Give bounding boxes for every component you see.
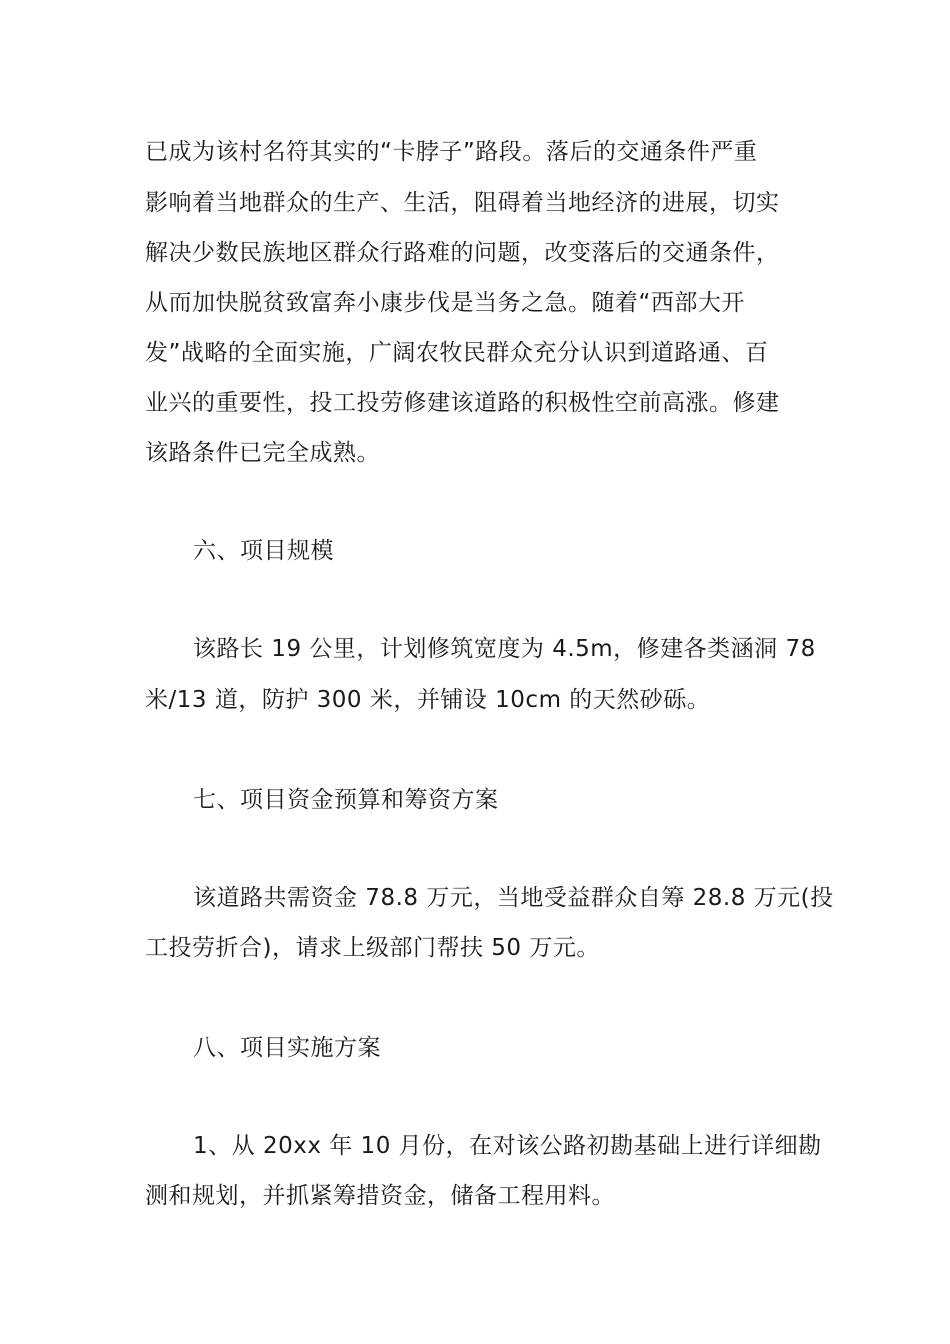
paragraph-line: 测和规划，并抓紧筹措资金，储备工程用料。	[145, 1183, 615, 1209]
paragraph-line: 发”战略的全面实施，广阔农牧民群众充分认识到道路通、百	[145, 340, 769, 366]
paragraph-line: 1、从 20xx 年 10 月份，在对该公路初勘基础上进行详细勘	[193, 1133, 822, 1159]
paragraph-line: 解决少数民族地区群众行路难的问题，改变落后的交通条件，	[145, 240, 780, 266]
paragraph-line: 米/13 道，防护 300 米，并铺设 10cm 的天然砂砾。	[145, 687, 711, 713]
paragraph-line: 已成为该村名符其实的“卡脖子”路段。落后的交通条件严重	[145, 139, 758, 165]
paragraph-line: 该道路共需资金 78.8 万元，当地受益群众自筹 28.8 万元(投	[193, 885, 834, 911]
paragraph-line: 工投劳折合)，请求上级部门帮扶 50 万元。	[145, 935, 600, 961]
paragraph-line: 影响着当地群众的生产、生活，阻碍着当地经济的进展，切实	[145, 190, 780, 216]
section-heading: 六、项目规模	[193, 538, 334, 564]
paragraph-line: 该路条件已完全成熟。	[145, 440, 380, 466]
section-heading: 七、项目资金预算和筹资方案	[193, 787, 499, 813]
section-heading: 八、项目实施方案	[193, 1035, 381, 1061]
paragraph-line: 业兴的重要性，投工投劳修建该道路的积极性空前高涨。修建	[145, 390, 780, 416]
paragraph-line: 该路长 19 公里，计划修筑宽度为 4.5m，修建各类涵洞 78	[193, 636, 816, 662]
paragraph-line: 从而加快脱贫致富奔小康步伐是当务之急。随着“西部大开	[145, 290, 745, 316]
